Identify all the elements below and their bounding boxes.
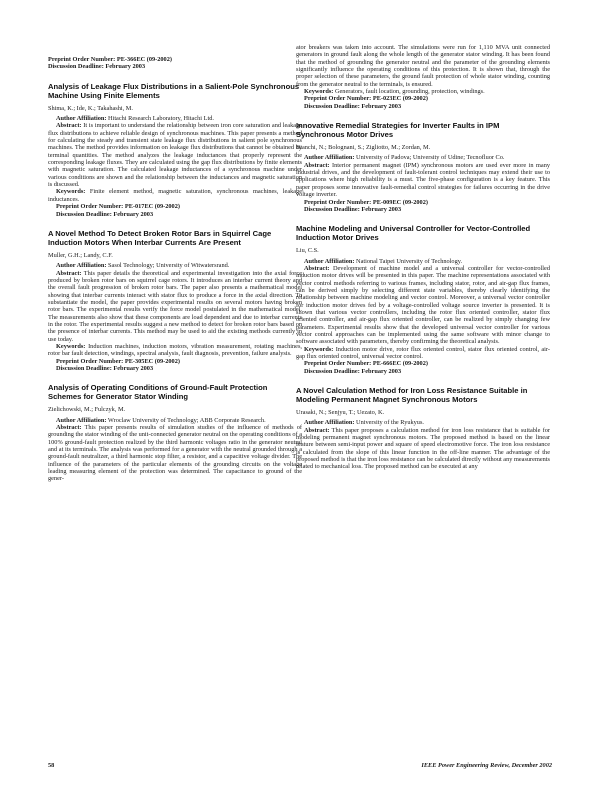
article-authors: Urasaki, N.; Senjyu, T.; Uezato, K. xyxy=(296,409,385,417)
preprint-order: Preprint Order Number: PE-305EC (09-2002) xyxy=(56,357,180,365)
article-authors: Shima, K.; Ide, K.; Takahashi, M. xyxy=(48,104,133,112)
keywords: Keywords: Finite element method, magnetic saturation, synchronous machines, leakage inductances. xyxy=(48,188,302,203)
article-inverter-faults xyxy=(296,121,550,213)
article-title: Analysis of Operating Conditions of Ground-Fault Protection Schemes for Generator Stator Winding xyxy=(48,383,268,402)
discussion-deadline: Discussion Deadline: February 2003 xyxy=(56,210,154,218)
preprint-order: Preprint Order Number: PE-017EC (09-2002) xyxy=(56,203,180,211)
journal-citation: IEEE Power Engineering Review, December 2002 xyxy=(421,762,552,769)
discussion-deadline: Discussion Deadline: February 2003 xyxy=(304,205,402,213)
left-column xyxy=(48,56,302,483)
article-title: A Novel Method To Detect Broken Rotor Bars in Squirrel Cage Induction Motors When Interbar Currents Are Present xyxy=(48,228,272,247)
abstract: Abstract: This paper proposes a calculation method for iron loss resistance that is suitable for modeling permanent magnet synchronous motors. The proposed method is based on the linear feature between semi-input power and square of speed electromotive force. The iron loss resistance is calculated from the slope of this linear function in the off-line manner. The advantage of the proposed method is that the iron loss resistance can be calculated directly without any measurements related to mechanical loss. The proposed method can be executed at any xyxy=(296,426,550,471)
article-title: Machine Modeling and Universal Controller for Vector-Controlled Induction Motor Drives xyxy=(296,224,531,243)
preprint-order: Preprint Order Number: PE-023EC (09-2002) xyxy=(304,95,428,103)
article-authors: Liu, C.S. xyxy=(296,247,319,255)
author-affiliation: Author Affiliation: Sasol Technology; University of Witwatersrand. xyxy=(56,262,230,270)
article-authors: Muller, G.H.; Landy, C.F. xyxy=(48,251,113,259)
preprint-order: Preprint Order Number: PE-009EC (09-2002) xyxy=(304,198,428,206)
author-affiliation: Author Affiliation: Hitachi Research Laboratory, Hitachi Ltd. xyxy=(56,115,214,123)
abstract-continuation: ator breakers was taken into account. The simulations were run for 1,110 MVA unit connected generators in ground fault along the whole length of the generator stator winding. It has been found that the method of grounding the generator neutral and the parameter of the grounding elements significantly influence the operating conditions of this protection. It is shown that, through the proper selection of these parameters, the ground fault protection of whole stator winding, counting from the generator neutral to the terminals, is ensured. xyxy=(296,44,550,88)
article-ground-fault-protection xyxy=(48,383,302,482)
discussion-deadline: Discussion Deadline: February 2003 xyxy=(48,63,146,71)
author-affiliation: Author Affiliation: University of Padova; University of Udine; Tecnofluor Co. xyxy=(304,154,505,162)
keywords: Keywords: Induction motor drive, rotor flux oriented control, stator flux oriented control, air-gap flux oriented control, universal vector control. xyxy=(296,345,550,360)
discussion-deadline: Discussion Deadline: February 2003 xyxy=(56,365,154,372)
keywords: Keywords: Generators, fault location, grounding, protection, windings. xyxy=(304,88,485,96)
article-title: Analysis of Leakage Flux Distributions in a Salient-Pole Synchronous Machine Using Finite Elements xyxy=(48,81,300,100)
abstract: Abstract: It is important to understand the relationship between iron core saturation and leakage flux distributions to achieve reliable design of synchronous machines. This paper presents a method for calculating the steady and transient state leakage flux distributions in salient pole synchronous machines. The method provides information on leakage flux distributions that cannot be obtained by terminal quantities. The method analyzes the leakage inductances that properly represent the corresponding leakage fluxes. They are calculated using the gap flux distributions by finite elements with magnetic saturation. The calculated leakage inductances of a synchronous machine under various conditions are shown and the relationship between the inductances and magnetic saturation is discussed. xyxy=(48,122,302,189)
abstract: Abstract: This paper details the theoretical and experimental investigation into the axial force produced by broken rotor bars on squirrel cage rotors. It introduces an interbar current theory and the overall fault progression of broken rotor bars. The paper also presents a mathematical model showing that interbar currents interact with stator flux to produce a force in the axial direction. To substantiate the model, the paper provides experimental results on several motors having broken rotor bars. The experimental results verify the force model postulated in the mathematical model. The measurements also show that these components are load dependent and due to interbar currents in the rotor. The experimental results suggest a new method to detect for broken rotor bars based on the presence of interbar currents. This method may be used to aid the existing methods currently in use today. xyxy=(48,269,302,343)
article-authors: Bianchi, N.; Bolognani, S.; Zigliotto, M.; Zordan, M. xyxy=(296,144,431,152)
article-broken-rotor-bars xyxy=(48,229,302,373)
abstract: Abstract: Development of machine model and a universal controller for vector-controlled induction motor drives will be presented in this paper. The machine representations associated with vector control methods referring to various frames, including stator, rotor, and air-gap flux frames, can be derived simply by selecting different state variables, thereby clearly identifying the relationship between machine modeling and vector control. Moreover, a universal vector controller for induction motor drives fed by a voltage-controlled voltage source inverter is presented. It is shown that various vector controllers, including the rotor flux oriented controller, stator flux oriented controller, and air-gap flux oriented controller, can be realized by simply changing few parameters. Experimental results show that the developed universal vector controller for various vector control approaches can be implemented using the same software with minor change to software associated with parameters, thereby confirming the theoretical analysis. xyxy=(296,264,550,346)
right-column xyxy=(296,44,550,471)
preprint-order: Preprint Order Number: PE-366EC (09-2002) xyxy=(48,56,172,63)
abstract: Abstract: This paper presents results of simulation studies of the influence of methods of grounding the stator winding of the unit-connected generator neutral on the operating conditions of a 100% ground-fault protection realized by the third harmonic voltages ratio in the generator neutral and at its terminals. The analysis was performed for a generator with the neutral grounded through a ground-fault neutralizer, a third harmonic stop filter, a resistor, and a capacitive voltage divider. The influence of the parameters of the particular elements of the grounding circuits on the voltage leading measuring element of the protection was determined. The capacitance to ground of the gener- xyxy=(48,424,302,483)
article-universal-controller xyxy=(296,224,550,375)
abstract: Abstract: Interior permanent magnet (IPM) synchronous motors are used ever more in many industrial drives, and the development of fault-tolerant control techniques may extend their use to applications where high reliability is a must. The five-phase configuration is a key feature. This paper proposes some innovative fault-remedial control strategies for failures occurring in the drive voltage inverter. xyxy=(296,161,550,199)
keywords: Keywords: Induction machines, induction motors, vibration measurement, rotating machines, rotor bar fault detection, windings, spectral analysis, fault diagnosis, prevention, failure analysis. xyxy=(48,342,302,358)
page-number: 58 xyxy=(48,762,55,769)
article-leakage-flux xyxy=(48,82,302,218)
article-title: A Novel Calculation Method for Iron Loss Resistance Suitable in Modeling Permanent Magnet Synchronous Motors xyxy=(296,386,528,405)
article-iron-loss-resistance xyxy=(296,386,550,471)
article-title: Innovative Remedial Strategies for Inverter Faults in IPM Synchronous Motor Drives xyxy=(296,121,500,140)
author-affiliation: Author Affiliation: University of the Ryukyus. xyxy=(304,419,424,427)
author-affiliation: Author Affiliation: National Taipei University of Technology. xyxy=(304,257,463,265)
discussion-deadline: Discussion Deadline: February 2003 xyxy=(304,102,402,110)
article-authors: Zielichowski, M.; Fulczyk, M. xyxy=(48,406,126,414)
author-affiliation: Author Affiliation: Wroclaw University of Technology; ABB Corporate Research. xyxy=(56,416,266,424)
discussion-deadline: Discussion Deadline: February 2003 xyxy=(304,367,402,375)
preprint-order: Preprint Order Number: PE-666EC (09-2002) xyxy=(304,360,428,368)
